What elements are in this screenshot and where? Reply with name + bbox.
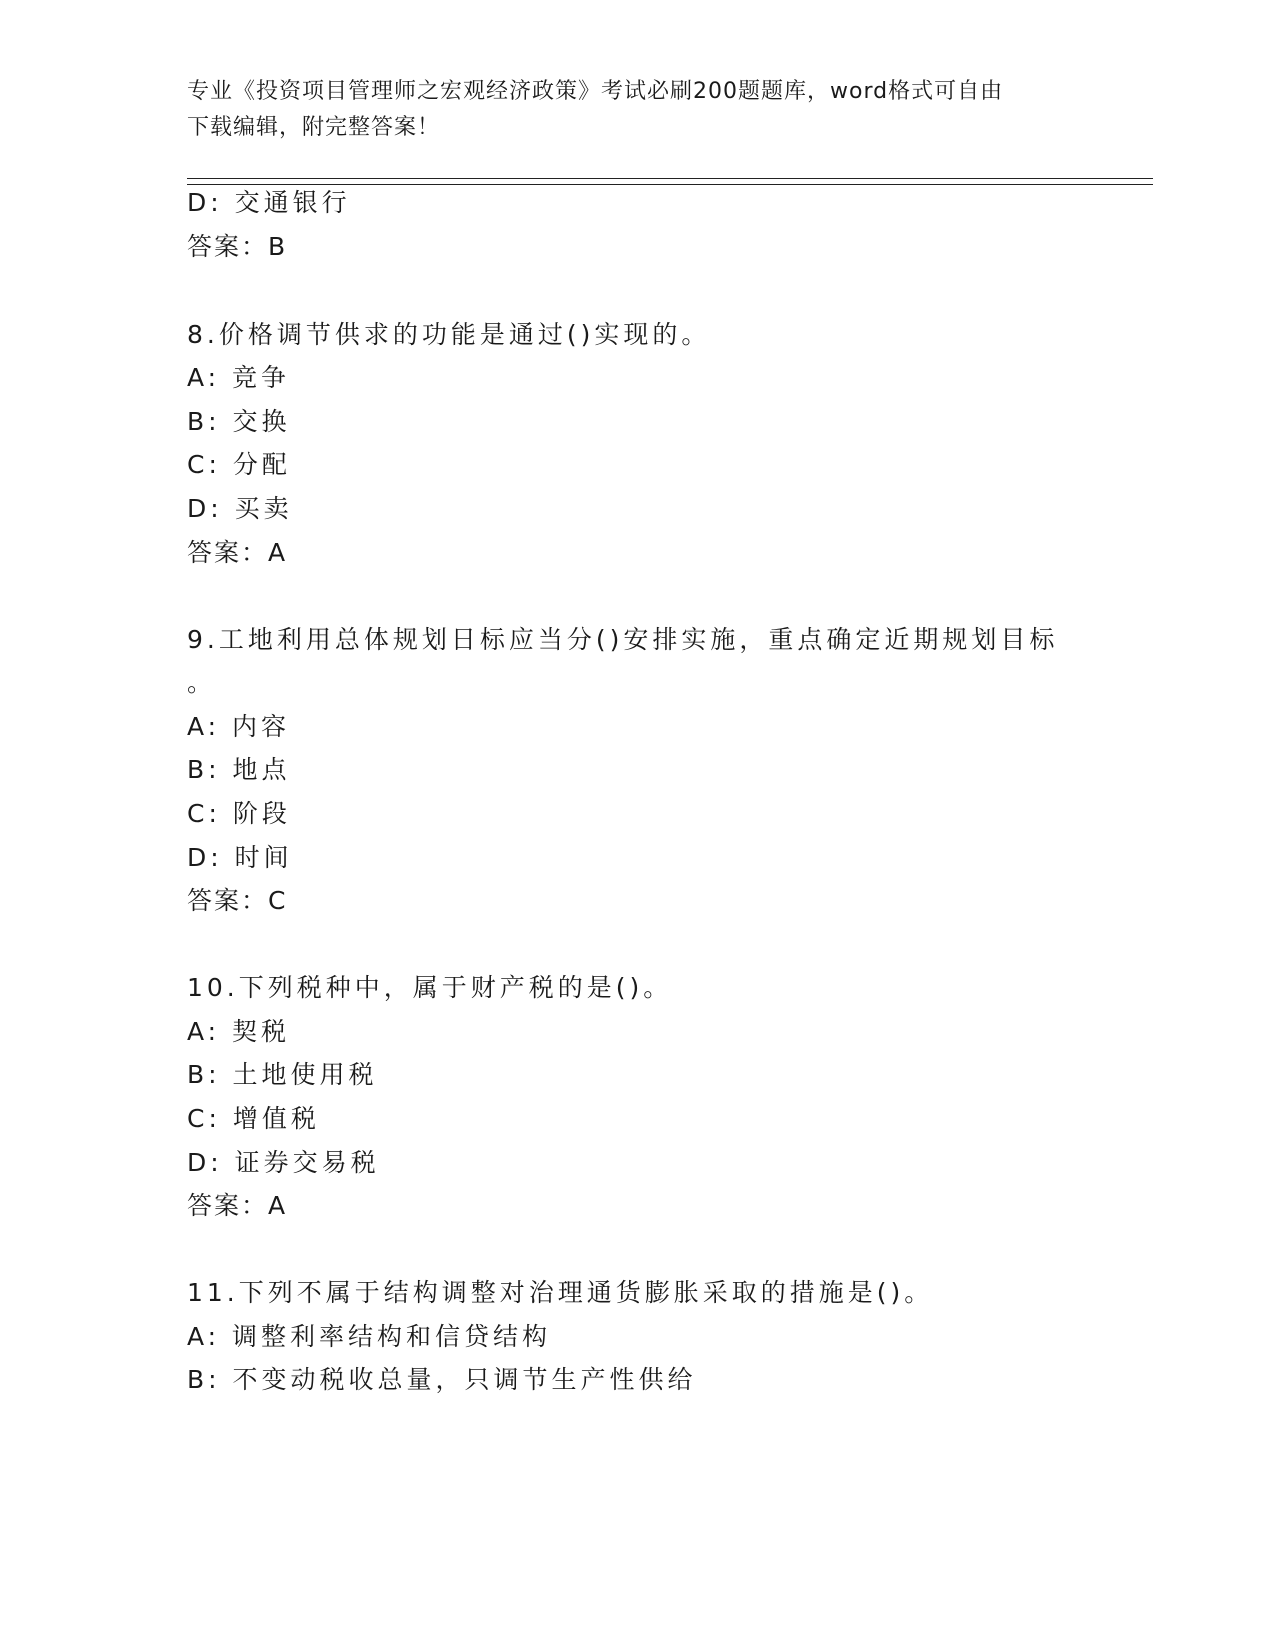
q10-question: 10.下列税种中，属于财产税的是()。 bbox=[187, 973, 673, 1002]
q9-question-line-1: 9.工地利用总体规划日标应当分()安排实施，重点确定近期规划目标 bbox=[187, 625, 1059, 654]
q9-option-c: C: 阶段 bbox=[187, 799, 291, 828]
q9-option-d: D: 时间 bbox=[187, 843, 293, 872]
q11-question: 11.下列不属于结构调整对治理通货膨胀采取的措施是()。 bbox=[187, 1278, 934, 1307]
q8-question: 8.价格调节供求的功能是通过()实现的。 bbox=[187, 320, 711, 349]
q10-option-a: A: 契税 bbox=[187, 1017, 291, 1046]
q10-option-c: C: 增值税 bbox=[187, 1104, 320, 1133]
q8-option-a: A: 竞争 bbox=[187, 363, 291, 392]
q10-answer: 答案：A bbox=[187, 1191, 288, 1220]
document-header bbox=[187, 74, 1067, 146]
q9-option-a: A: 内容 bbox=[187, 712, 291, 741]
q9-answer: 答案：C bbox=[187, 886, 288, 915]
header-line-1: 专业《投资项目管理师之宏观经济政策》考试必刷200题题库，word格式可自由 bbox=[187, 79, 1004, 104]
q11-option-a: A: 调整利率结构和信贷结构 bbox=[187, 1322, 552, 1351]
prev-answer: 答案：B bbox=[187, 232, 288, 261]
q8-answer: 答案：A bbox=[187, 538, 288, 567]
q9-question-line-2: 。 bbox=[187, 668, 217, 697]
q8-option-c: C: 分配 bbox=[187, 450, 291, 479]
q8-option-d: D: 买卖 bbox=[187, 494, 293, 523]
header-line-2: 下载编辑，附完整答案！ bbox=[187, 115, 441, 140]
header-rule-top bbox=[187, 178, 1153, 179]
header-rule-bottom bbox=[187, 184, 1153, 185]
q9-option-b: B: 地点 bbox=[187, 755, 291, 784]
q10-option-b: B: 土地使用税 bbox=[187, 1060, 378, 1089]
prev-option-d: D: 交通银行 bbox=[187, 188, 351, 217]
q11-option-b: B: 不变动税收总量，只调节生产性供给 bbox=[187, 1365, 697, 1394]
q8-option-b: B: 交换 bbox=[187, 407, 291, 436]
q10-option-d: D: 证券交易税 bbox=[187, 1148, 380, 1177]
